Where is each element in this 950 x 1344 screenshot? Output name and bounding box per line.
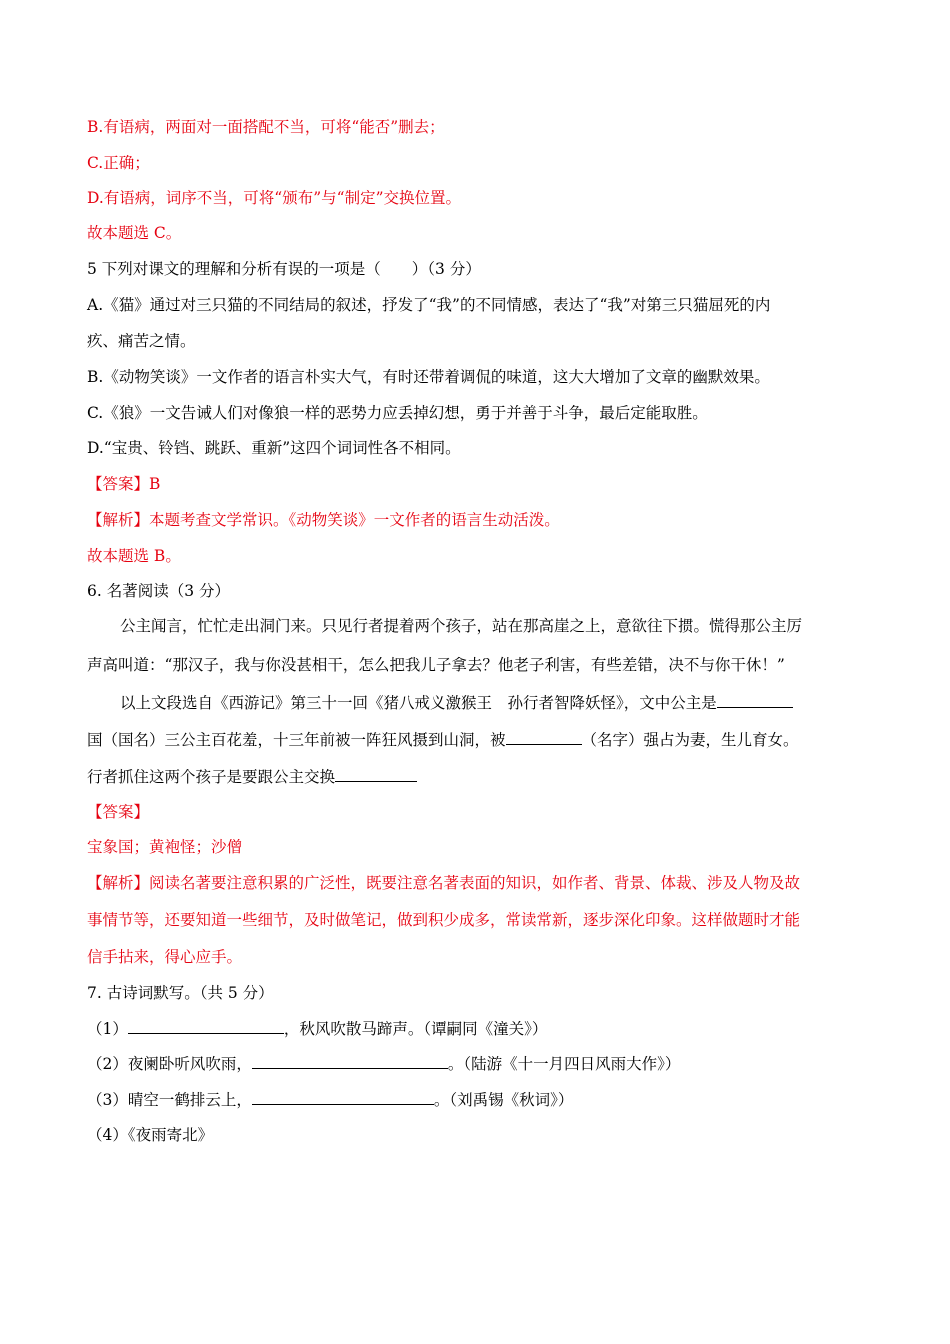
q6-blank-exchange[interactable] — [335, 765, 417, 782]
q5-analysis: 【解析】本题考查文学常识。《动物笑谈》一文作者的语言生动活泼。 — [87, 511, 560, 529]
q6-question-line3 — [87, 765, 417, 788]
q7-item1-text: ，秋风吹散马蹄声。（谭嗣同《潼关》） — [283, 1020, 548, 1038]
prev-answer-conclusion: 故本题选 C。 — [87, 224, 182, 242]
q6-analysis-line2: 事情节等，还要知道一些细节，及时做笔记，做到积少成多，常读常新，逐步深化印象。这样做题时才能 — [87, 911, 801, 929]
q6-question-line2 — [87, 728, 799, 751]
prev-answer-d: D.有语病，词序不当，可将“颁布”与“制定”交换位置。 — [87, 189, 461, 207]
q5-answer: 【答案】B — [87, 475, 161, 493]
q6-passage-line2: 声高叫道：“那汉子，我与你没甚相干，怎么把我儿子拿去？他老子利害，有些差错，决不与你干休！” — [87, 656, 785, 674]
q6-answer-label: 【答案】 — [87, 803, 150, 821]
q6-answer: 宝象国；黄袍怪；沙僧 — [87, 838, 243, 856]
q6-analysis-line1: 【解析】阅读名著要注意积累的广泛性，既要注意名著表面的知识，如作者、背景、体裁、涉及人物及故 — [87, 874, 801, 892]
q7-blank-2[interactable] — [252, 1052, 448, 1069]
q6-question-text3: （名字）强占为妻，生儿育女。 — [581, 731, 799, 749]
q6-blank-name[interactable] — [506, 728, 582, 745]
prev-answer-b: B.有语病，两面对一面搭配不当，可将“能否”删去； — [87, 118, 445, 136]
q7-item2-text: （2）夜阑卧听风吹雨， — [87, 1055, 252, 1073]
q7-stem: 7. 古诗词默写。（共 5 分） — [87, 984, 274, 1002]
q5-option-b: B.《动物笑谈》一文作者的语言朴实大气，有时还带着调侃的味道，这大大增加了文章的幽默效果。 — [87, 368, 770, 386]
q7-blank-1[interactable] — [128, 1017, 284, 1034]
q6-analysis-line3: 信手拈来，得心应手。 — [87, 948, 243, 966]
q7-blank-3[interactable] — [252, 1088, 434, 1105]
q6-question-text1: 以上文段选自《西游记》第三十一回《猪八戒义激猴王 孙行者智降妖怪》，文中公主是 — [120, 694, 717, 712]
q5-stem: 5 下列对课文的理解和分析有误的一项是（ ）（3 分） — [87, 260, 481, 278]
q5-option-c: C.《狼》一文告诫人们对像狼一样的恶势力应丢掉幻想，勇于并善于斗争，最后定能取胜。 — [87, 404, 708, 422]
q7-item3 — [87, 1088, 573, 1111]
q5-conclusion: 故本题选 B。 — [87, 547, 181, 565]
q6-question-line1 — [120, 691, 793, 714]
q7-item2 — [87, 1052, 680, 1075]
q6-passage-line1: 公主闻言，忙忙走出洞门来。只见行者提着两个孩子，站在那高崖之上，意欲往下掼。慌得那公主厉 — [120, 617, 803, 635]
q7-item1 — [87, 1017, 547, 1040]
q5-option-a-line1: A.《猫》通过对三只猫的不同结局的叙述，抒发了“我”的不同情感，表达了“我”对第三只猫屈死的内 — [87, 296, 771, 314]
q6-question-text2: 国（国名）三公主百花羞，十三年前被一阵狂风摄到山洞，被 — [87, 731, 506, 749]
q5-option-d: D.“宝贵、铃铛、跳跃、重新”这四个词词性各不相同。 — [87, 439, 461, 457]
q6-question-text4: 行者抓住这两个孩子是要跟公主交换 — [87, 768, 336, 786]
q7-item2-source: 。（陆游《十一月四日风雨大作》） — [447, 1055, 681, 1073]
q6-blank-country[interactable] — [717, 691, 793, 708]
q7-item3-source: 。（刘禹锡《秋词》） — [433, 1091, 574, 1109]
q7-item1-number: （1） — [87, 1020, 128, 1038]
q6-stem: 6. 名著阅读（3 分） — [87, 582, 231, 600]
q7-item3-text: （3）晴空一鹤排云上， — [87, 1091, 252, 1109]
q5-option-a-line2: 疚、痛苦之情。 — [87, 332, 196, 350]
q7-item4: （4）《夜雨寄北》 — [87, 1126, 214, 1144]
prev-answer-c: C.正确； — [87, 154, 150, 172]
